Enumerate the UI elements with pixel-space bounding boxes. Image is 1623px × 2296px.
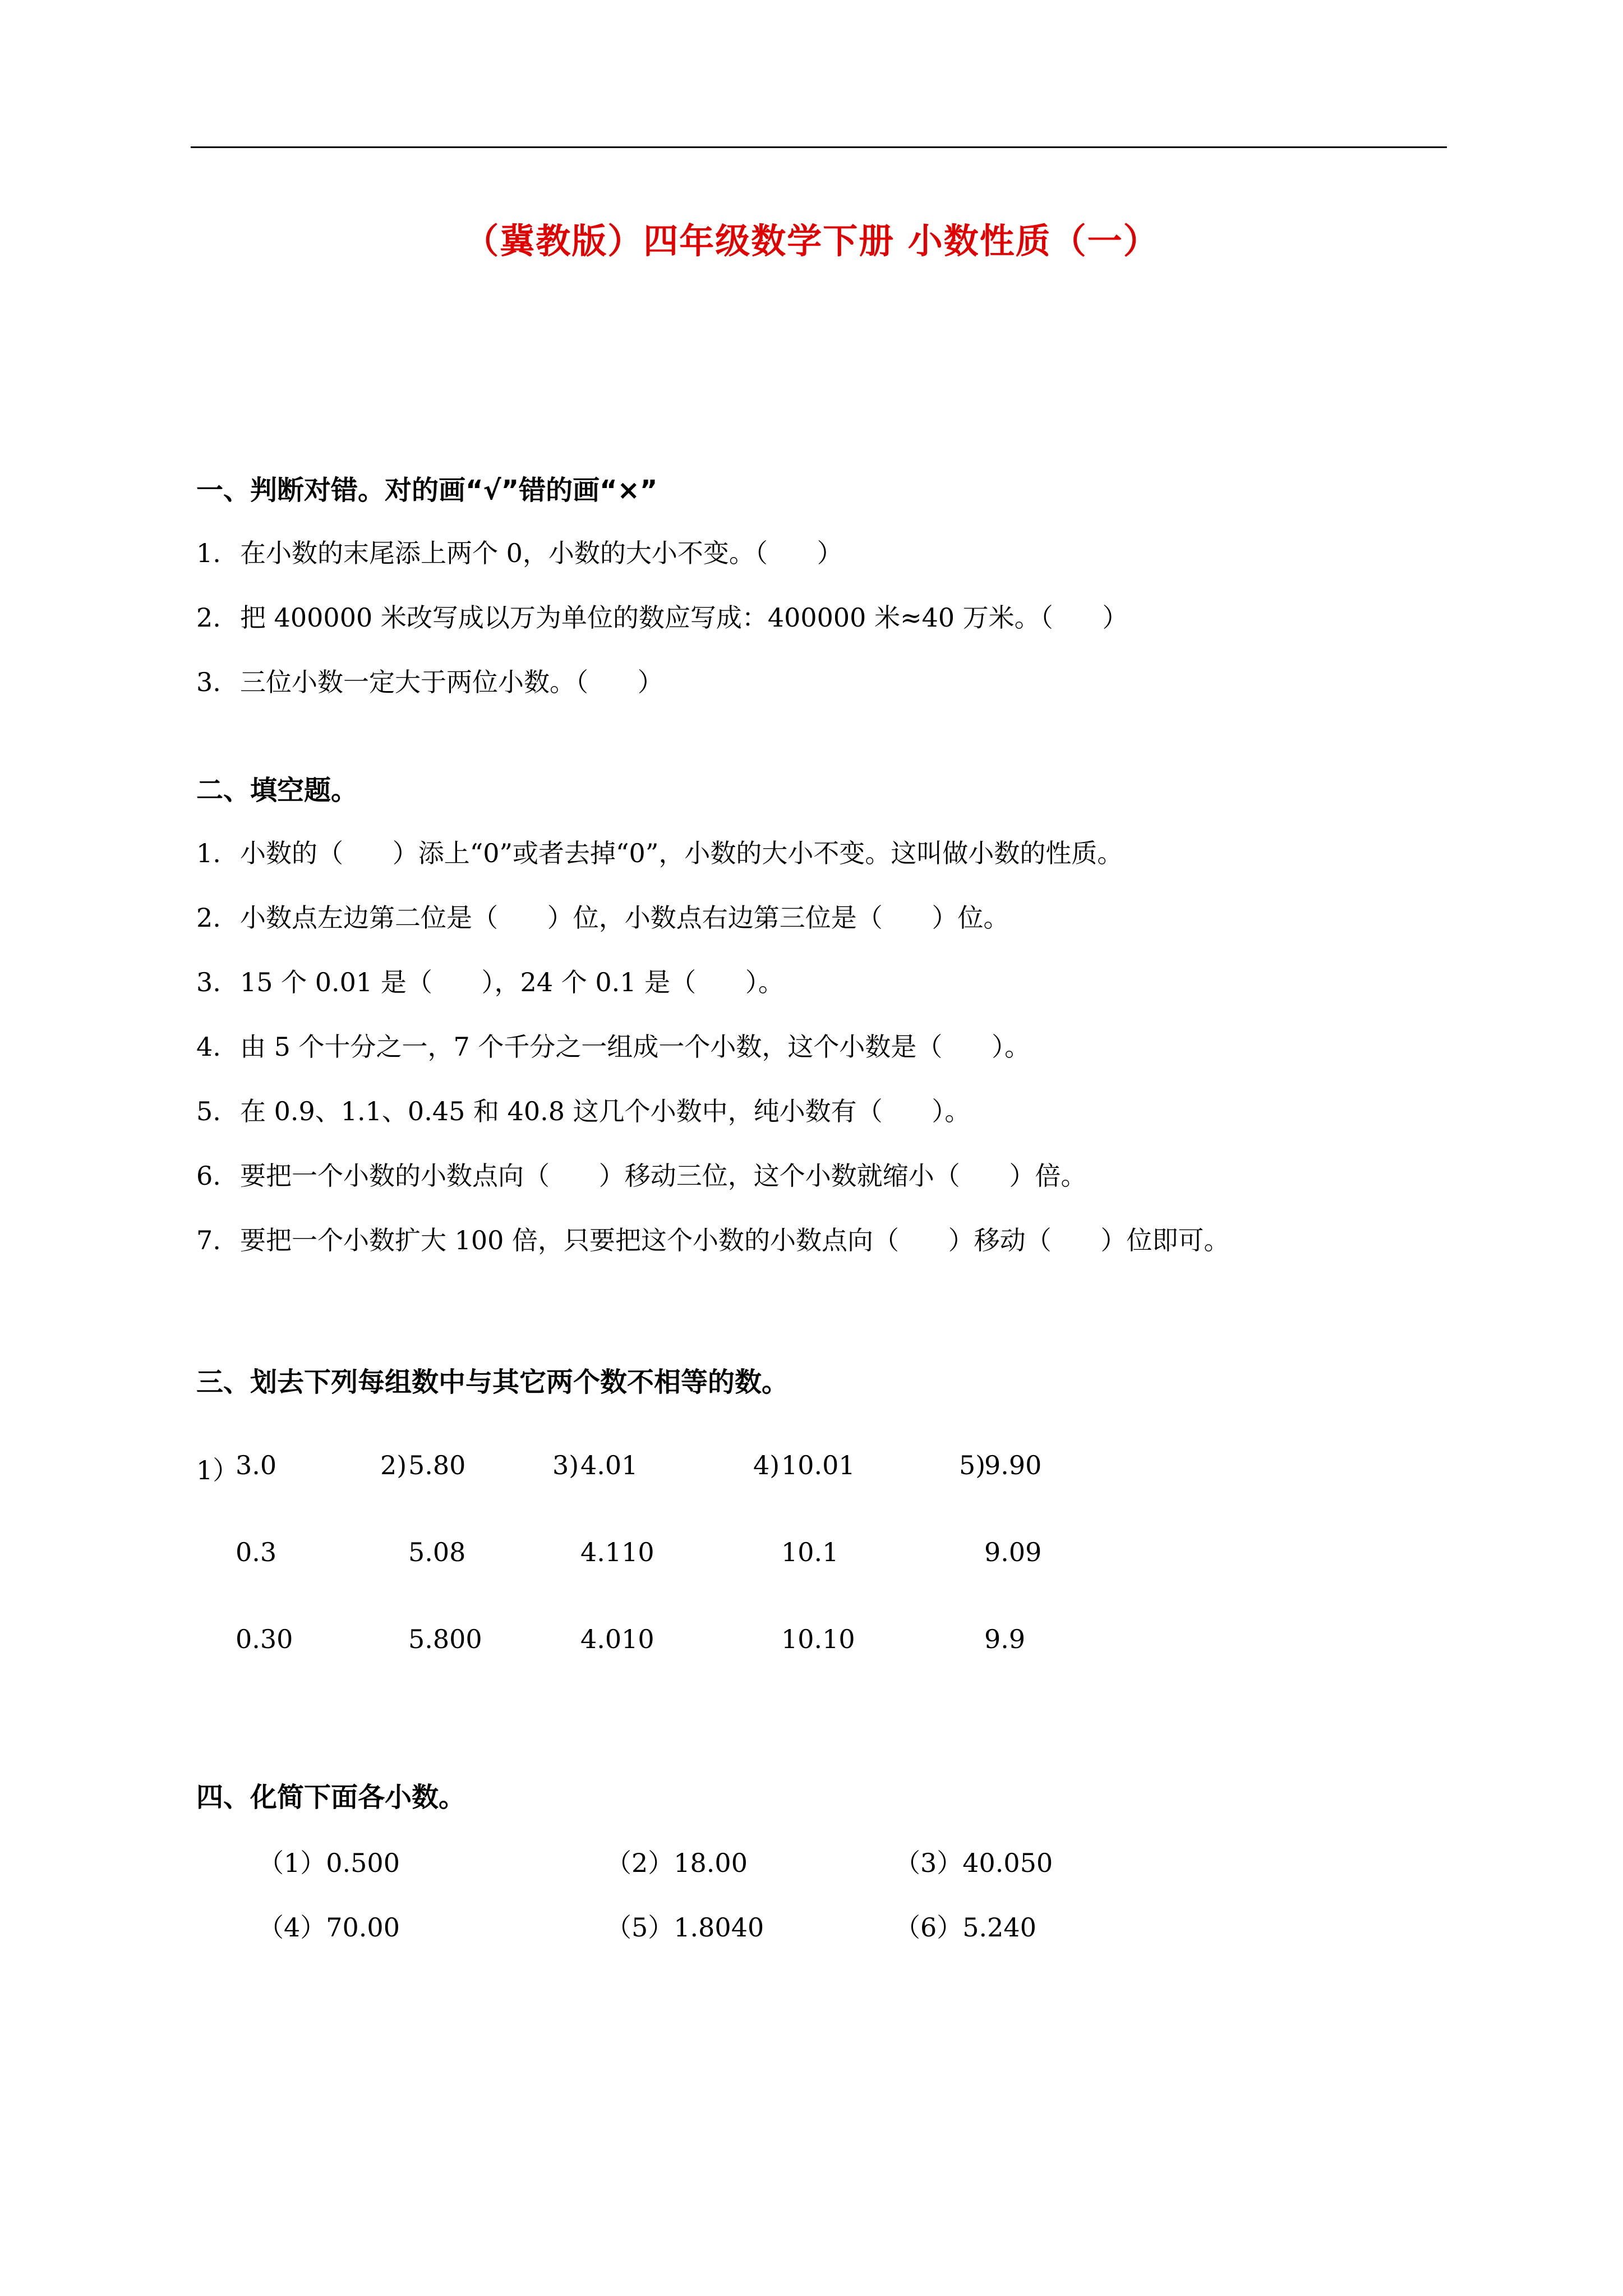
group-value: 4.01 [580,1450,638,1480]
simplify-item: （4）70.00 [258,1912,400,1943]
group-label: 3) [552,1450,579,1480]
section2-item-1 [196,833,1123,870]
group-value: 4.010 [580,1624,654,1654]
group-value: 5.800 [408,1624,482,1654]
group-value: 9.90 [984,1450,1042,1480]
item-text: 小数点左边第二位是（ ）位，小数点右边第三位是（ ）位。 [240,903,1009,933]
item-text: 小数的（ ）添上“0”或者去掉“0”，小数的大小不变。这叫做小数的性质。 [240,838,1123,868]
section1-heading: 一、判断对错。对的画“√”错的画“×” [196,475,658,506]
item-text: 由 5 个十分之一，7 个千分之一组成一个小数，这个小数是（ ）。 [240,1032,1031,1062]
group-value: 10.01 [781,1450,855,1480]
group-value: 3.0 [236,1450,277,1480]
item-text: 15 个 0.01 是（ ），24 个 0.1 是（ ）。 [240,967,784,997]
section2-item-6 [196,1156,1086,1193]
item-number: 4. [196,1032,221,1062]
page-title: （冀教版）四年级数学下册 小数性质（一） [464,220,1159,261]
group-value: 5.08 [408,1537,466,1567]
item-number: 5. [196,1096,221,1126]
group-label: 5) [959,1450,986,1480]
group-value: 4.110 [580,1537,654,1567]
header-rule [191,146,1447,148]
item-number: 3. [196,967,221,997]
item-number: 2. [196,602,221,633]
item-number: 7. [196,1225,221,1255]
group-value: 10.1 [781,1537,839,1567]
item-number: 1. [196,538,221,568]
item-text: 要把一个小数的小数点向（ ）移动三位，这个小数就缩小（ ）倍。 [240,1161,1087,1191]
item-text: 在小数的末尾添上两个 0，小数的大小不变。（ ） [240,538,843,568]
section2-item-2 [196,898,1009,935]
section2-item-4 [196,1027,1030,1064]
group-value: 9.9 [984,1624,1026,1654]
section3-heading: 三、划去下列每组数中与其它两个数不相等的数。 [196,1366,789,1398]
section1-item-2 [196,597,1128,634]
item-text: 要把一个小数扩大 100 倍，只要把这个小数的小数点向（ ）移动（ ）位即可。 [240,1225,1230,1255]
item-text: 把 400000 米改写成以万为单位的数应写成：400000 米≈40 万米。（ ） [240,602,1128,633]
item-text: 三位小数一定大于两位小数。（ ） [240,667,663,697]
section2-item-3 [196,962,784,999]
simplify-item: （6）5.240 [895,1912,1036,1943]
group-label: 1） [196,1455,239,1485]
group-value: 0.3 [236,1537,277,1567]
section2-item-7 [196,1220,1230,1257]
group-value: 9.09 [984,1537,1042,1567]
group-value: 0.30 [236,1624,293,1654]
item-text: 在 0.9、1.1、0.45 和 40.8 这几个小数中，纯小数有（ ）。 [240,1096,971,1126]
section4-heading: 四、化简下面各小数。 [196,1782,466,1813]
section2-item-5 [196,1091,970,1128]
item-number: 2. [196,903,221,933]
simplify-item: （1）0.500 [258,1848,400,1878]
item-number: 1. [196,838,221,868]
group-label: 4) [753,1450,780,1480]
section2-heading: 二、填空题。 [196,775,358,806]
item-number: 6. [196,1161,221,1191]
section1-item-1 [196,533,843,570]
item-number: 3. [196,667,221,697]
simplify-item: （2）18.00 [606,1848,748,1878]
section1-item-3 [196,662,663,699]
simplify-item: （5）1.8040 [606,1912,764,1943]
simplify-item: （3）40.050 [895,1848,1053,1878]
group-value: 5.80 [408,1450,466,1480]
group-label: 2) [380,1450,407,1480]
group-value: 10.10 [781,1624,855,1654]
